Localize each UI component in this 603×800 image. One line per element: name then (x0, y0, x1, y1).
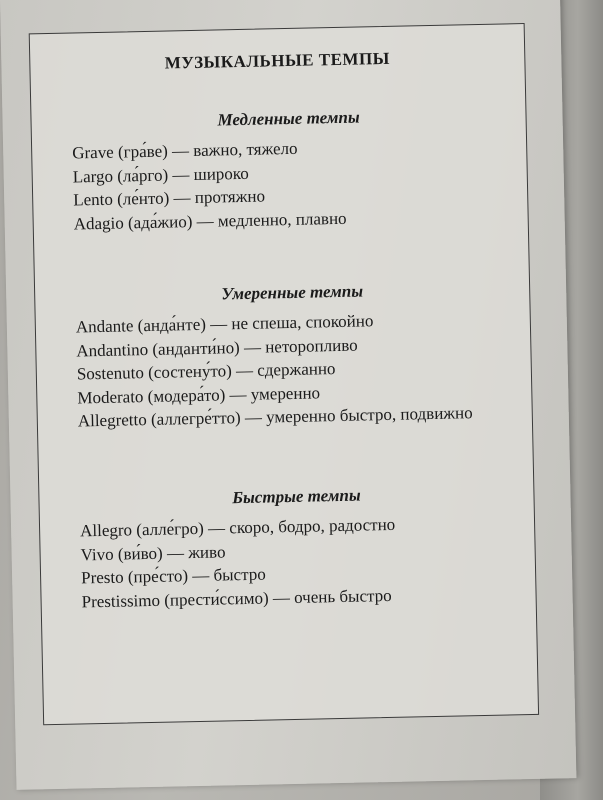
tempo-item: Presto (пре́сто) — быстро (80, 564, 266, 588)
section-heading: Медленные темпы (217, 107, 360, 130)
tempo-item: Largo (ла́рго) — широко (72, 163, 249, 187)
section-heading: Умеренные темпы (221, 281, 364, 304)
tempo-item: Sostenuto (состену́то) — сдержанно (76, 359, 336, 384)
section-heading: Быстрые темпы (232, 485, 361, 508)
section-moderate-tempos (75, 278, 512, 433)
section-slow-tempos (71, 104, 507, 235)
tempo-list (76, 306, 512, 433)
tempo-item: Vivo (ви́во) — живо (80, 541, 226, 565)
tempo-item: Allegretto (аллегре́тто) — умеренно быстро, подвижно (77, 403, 473, 431)
tempo-item: Grave (гра́ве) — важно, тяжело (72, 138, 298, 163)
tempo-item: Andantino (анданти́но) — неторопливо (76, 335, 358, 361)
tempo-item: Allegro (алле́гро) — скоро, бодро, радостно (79, 514, 396, 541)
tempo-list (72, 132, 508, 235)
section-fast-tempos (79, 482, 515, 613)
content-frame (29, 23, 539, 725)
tempo-list (80, 510, 516, 613)
tempo-item: Andante (анда́нте) — не спеша, спокойно (75, 311, 374, 337)
page-title: МУЗЫКАЛЬНЫЕ ТЕМПЫ (164, 48, 391, 73)
tempo-item: Moderato (модера́то) — умеренно (77, 383, 321, 408)
tempo-item: Adagio (ада́жио) — медленно, плавно (73, 208, 347, 234)
tempo-item: Lento (ле́нто) — протяжно (73, 186, 266, 210)
tempo-item: Prestissimo (прести́ссимо) — очень быстро (81, 585, 392, 612)
